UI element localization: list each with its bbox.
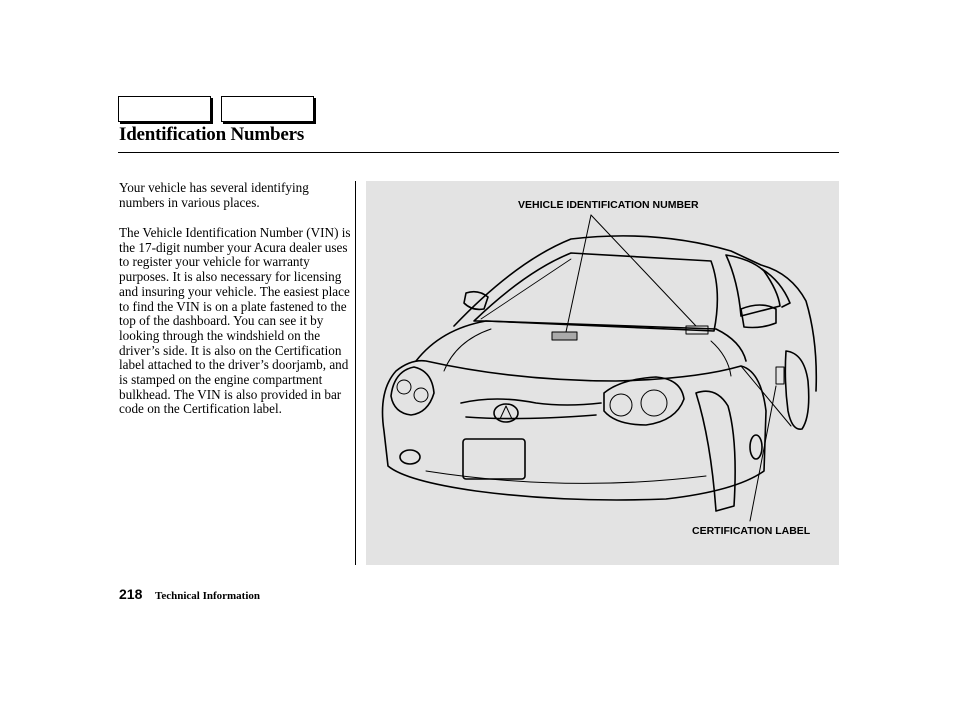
certification-label-marker xyxy=(776,367,784,384)
page-title: Identification Numbers xyxy=(119,124,305,145)
grille-top xyxy=(461,399,601,405)
left-headlight xyxy=(391,367,434,415)
right-headlight-lens-a xyxy=(610,394,632,416)
windshield-inner xyxy=(481,259,571,319)
lower-intake xyxy=(426,471,706,483)
left-fog-light xyxy=(400,450,420,464)
right-headlight xyxy=(604,377,684,425)
vehicle-illustration xyxy=(366,181,839,565)
rear-wheel xyxy=(785,351,808,429)
vin-paragraph: The Vehicle Identification Number (VIN) is the 17-digit number your Acura dealer uses to register your vehicle for warranty purposes. It is also necessary for licensing and insuring your vehicle. The easiest place to find the VIN is on a plate fastened to the top of the dashboard. You can see it by looking through the windshield on the driver’s side. It is also on the Certification label attached to the driver’s doorjamb, and is stamped on the engine compartment bulkhead. The VIN is also provided in bar code on the Certification label. xyxy=(119,225,351,417)
nav-tab-box-1[interactable] xyxy=(118,96,211,122)
certification-callout: CERTIFICATION LABEL xyxy=(692,525,811,537)
left-headlight-lens-a xyxy=(397,380,411,394)
grille-bottom xyxy=(466,415,596,419)
vin-plate-left xyxy=(552,332,577,340)
vin-callout: VEHICLE IDENTIFICATION NUMBER xyxy=(518,199,699,211)
car-drawing xyxy=(366,181,839,565)
right-fog-light xyxy=(750,435,762,459)
nav-tab-box-2[interactable] xyxy=(221,96,314,122)
hood-line xyxy=(416,321,746,361)
vin-leader-left xyxy=(566,215,591,332)
windshield xyxy=(474,253,717,331)
column-divider xyxy=(355,181,356,565)
intro-paragraph: Your vehicle has several identifying numbers in various places. xyxy=(119,180,309,210)
emblem-mark xyxy=(500,406,512,419)
vin-leader-right xyxy=(591,215,696,326)
title-divider xyxy=(118,152,839,153)
front-fascia xyxy=(383,361,767,500)
cert-leader xyxy=(750,386,776,521)
right-headlight-lens-b xyxy=(641,390,667,416)
page-number: 218 xyxy=(119,586,143,602)
section-name: Technical Information xyxy=(155,590,261,602)
hood-crease-left xyxy=(444,329,491,371)
license-plate xyxy=(463,439,525,479)
left-headlight-lens-b xyxy=(414,388,428,402)
left-mirror xyxy=(464,292,488,310)
roof-outline xyxy=(454,236,816,391)
